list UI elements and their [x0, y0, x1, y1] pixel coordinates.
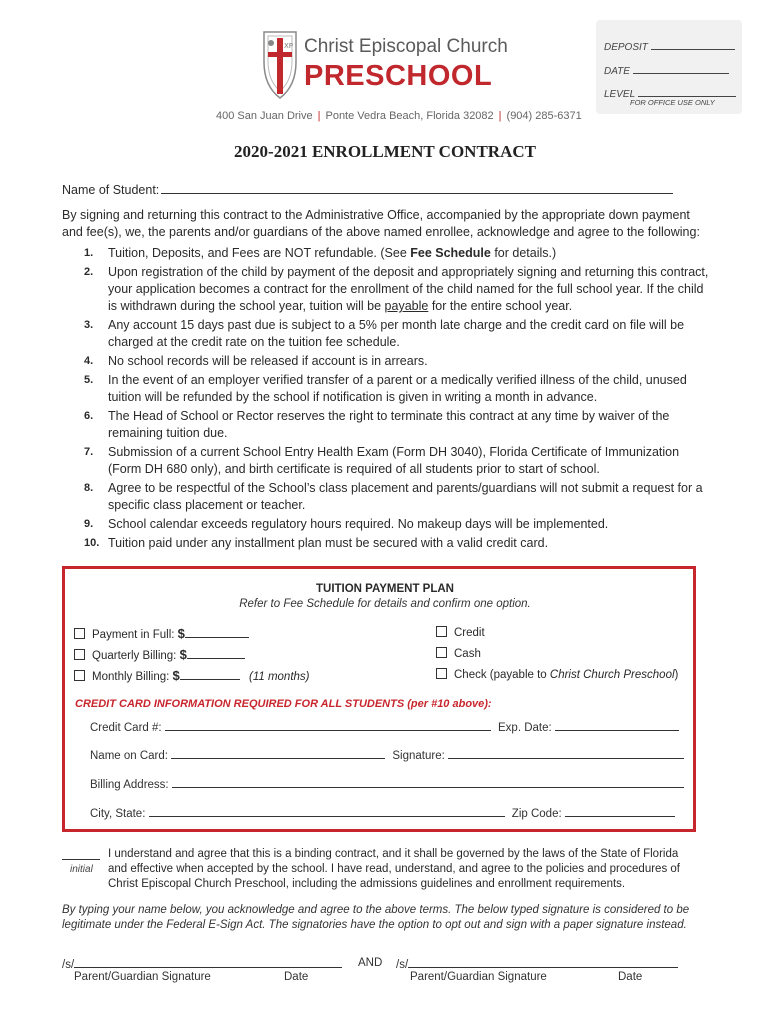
quarterly-billing-option[interactable]: Quarterly Billing: $ [74, 647, 245, 662]
credit-card-number-field[interactable] [165, 720, 491, 731]
phone-number: (904) 285-6371 [506, 110, 582, 122]
student-name-field[interactable] [161, 182, 673, 194]
billing-address-row: Billing Address: [90, 777, 684, 791]
monthly-billing-amount[interactable] [180, 669, 240, 680]
list-item: 10. Tuition paid under any installment plan must be secured with a valid credit card. [84, 536, 549, 550]
check-option[interactable]: Check (payable to Christ Church Preschool) [436, 668, 678, 681]
parent-signature-field-2[interactable] [408, 957, 678, 968]
name-on-card-field[interactable] [171, 748, 385, 759]
svg-text:XP: XP [284, 42, 294, 50]
monthly-note: (11 months) [248, 671, 310, 683]
list-item: 7. Submission of a current School Entry Health Exam (Form DH 3040), Florida Certificate of Immunization (Form DH 680 only), and birth certificate is required of all students prior to start of school. [84, 445, 680, 476]
payment-full-amount[interactable] [185, 627, 249, 638]
signature-line-right[interactable]: /s/ [396, 957, 678, 971]
church-name: Christ Episcopal Church [304, 36, 508, 57]
monthly-billing-option[interactable]: Monthly Billing: $ (11 months) [74, 668, 310, 683]
separator: | [317, 110, 321, 122]
separator: | [498, 110, 502, 122]
terms-list [62, 245, 712, 554]
initial-label: initial [70, 864, 93, 875]
signature-line-left[interactable]: /s/ [62, 957, 342, 971]
city-address: Ponte Vedra Beach, Florida 32082 [325, 110, 494, 122]
street-address: 400 San Juan Drive [216, 110, 313, 122]
credit-option[interactable]: Credit [436, 626, 485, 639]
exp-date-field[interactable] [555, 720, 679, 731]
student-name-label: Name of Student: [62, 183, 160, 197]
check-checkbox[interactable] [436, 668, 447, 679]
office-use-note: FOR OFFICE USE ONLY [630, 98, 715, 107]
cash-checkbox[interactable] [436, 647, 447, 658]
esign-note: By typing your name below, you acknowledge and agree to the above terms. The below typed signature is considered to be legitimate under the Federal E-Sign Act. The signatories have the option to opt out and sign with a paper signature instead. [62, 904, 690, 931]
list-item: 8. Agree to be respectful of the School’s class placement and parents/guardians will not submit a request for a specific class placement or teacher. [84, 481, 703, 512]
agreement-paragraph: I understand and agree that this is a binding contract, and it shall be governed by the laws of the State of Florida and effective when accepted by the school. I have read, understand, and agree to the policies and procedures of Christ Episcopal Church Preschool, including the admissions guidelines and enrollment requirements. [108, 848, 680, 890]
list-item: 1. Tuition, Deposits, and Fees are NOT refundable. (See Fee Schedule for details.) [84, 246, 557, 260]
list-item: 9. School calendar exceeds regulatory hours required. No makeup days will be implemented. [84, 517, 609, 531]
church-logo [258, 28, 302, 102]
office-use-box [596, 20, 742, 114]
school-name: PRESCHOOL [304, 60, 493, 92]
school-address [216, 110, 582, 122]
billing-address-field[interactable] [172, 777, 684, 788]
parent-signature-label-2: Parent/Guardian Signature [410, 971, 547, 983]
initial-field[interactable] [62, 849, 100, 860]
zip-code-field[interactable] [565, 806, 675, 817]
list-item: 6. The Head of School or Rector reserves the right to terminate this contract at any time by waiver of the remaining tuition due. [84, 409, 670, 440]
monthly-billing-checkbox[interactable] [74, 670, 85, 681]
credit-checkbox[interactable] [436, 626, 447, 637]
fee-schedule-ref: Fee Schedule [410, 246, 491, 260]
and-label: AND [358, 957, 383, 969]
payment-full-option[interactable]: Payment in Full: $ [74, 626, 249, 641]
level-field[interactable] [638, 87, 736, 97]
quarterly-billing-checkbox[interactable] [74, 649, 85, 660]
student-name-row [62, 182, 673, 197]
payment-plan-title: TUITION PAYMENT PLAN [315, 583, 454, 595]
parent-signature-field-1[interactable] [74, 957, 342, 968]
credit-card-heading: CREDIT CARD INFORMATION REQUIRED FOR ALL STUDENTS (per #10 above): [75, 698, 492, 710]
city-state-row: City, State: Zip Code: [90, 806, 675, 820]
date-label-1: Date [284, 971, 309, 983]
credit-card-row: Credit Card #: Exp. Date: [90, 720, 679, 734]
list-item: 4. No school records will be released if account is in arrears. [84, 354, 428, 368]
city-state-field[interactable] [149, 806, 505, 817]
parent-signature-label-1: Parent/Guardian Signature [74, 971, 211, 983]
quarterly-billing-amount[interactable] [187, 648, 245, 659]
list-item: 5. In the event of an employer verified transfer of a parent or a medically verified illness of the child, unused tuition will be refunded by the school if notification is given in writing a month in advance. [84, 373, 687, 404]
date-label-2: Date [618, 971, 643, 983]
card-signature-field[interactable] [448, 748, 684, 759]
payment-full-checkbox[interactable] [74, 628, 85, 639]
payment-plan-subtitle: Refer to Fee Schedule for details and confirm one option. [239, 598, 531, 610]
deposit-label: DEPOSIT [604, 42, 648, 53]
page-title: 2020-2021 ENROLLMENT CONTRACT [234, 142, 536, 161]
list-item: 3. Any account 15 days past due is subject to a 5% per month late charge and the credit card on file will be charged at the credit rate on the tuition fee schedule. [84, 318, 685, 349]
list-item: 2. Upon registration of the child by payment of the deposit and appropriately signing and returning this contract, your application becomes a contract for the enrollment of the child named for the full school year. If the child is withdrawn during the school year, tuition will be payable for the entire school year. [84, 265, 709, 313]
name-on-card-row: Name on Card: Signature: [90, 748, 684, 762]
deposit-field[interactable] [651, 40, 735, 50]
cash-option[interactable]: Cash [436, 647, 481, 660]
date-field[interactable] [633, 64, 729, 74]
level-label: LEVEL [604, 89, 635, 100]
intro-paragraph: By signing and returning this contract to the Administrative Office, accompanied by the appropriate down payment and fee(s), we, the parents and/or guardians of the above named enrollee, acknowledge and agree to the following: [62, 208, 700, 239]
date-label: DATE [604, 66, 630, 77]
